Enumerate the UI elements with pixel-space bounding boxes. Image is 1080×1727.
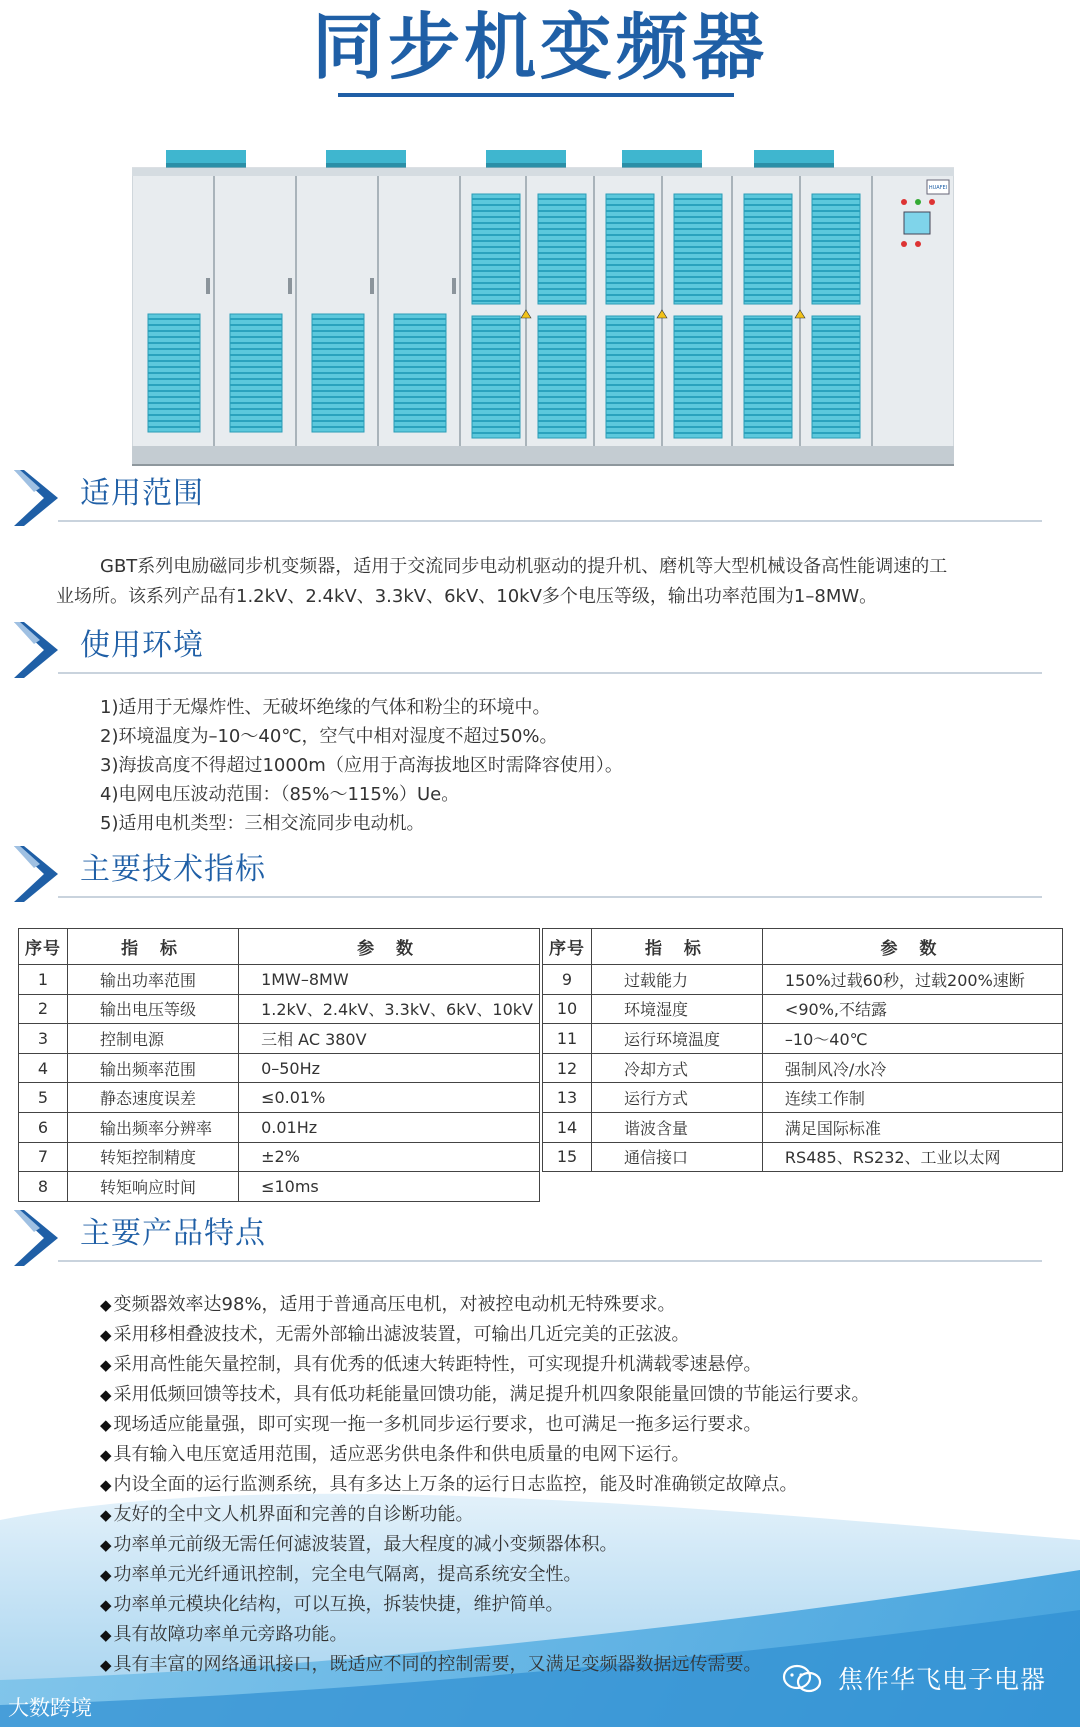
cell-item: 谐波含量 [592, 1112, 763, 1142]
wechat-icon [782, 1664, 822, 1694]
cell-item: 输出频率分辨率 [68, 1112, 239, 1142]
cell-item: 转矩控制精度 [68, 1142, 239, 1172]
list-item-text: 采用移相叠波技术，无需外部输出滤波装置，可输出几近完美的正弦波。 [113, 1324, 690, 1345]
list-item: 5)适用电机类型：三相交流同步电动机。 [100, 813, 425, 834]
cell-no: 2 [19, 994, 68, 1024]
section-environment [0, 622, 1080, 692]
cell-value: RS485、RS232、工业以太网 [762, 1142, 1062, 1172]
spec-table-left [18, 928, 540, 1202]
cell-item: 输出电压等级 [68, 994, 239, 1024]
cell-item: 运行环境温度 [592, 1024, 763, 1054]
scope-line-1: GBT系列电励磁同步机变频器，适用于交流同步电动机驱动的提升机、磨机等大型机械设备高性能调速的工 [100, 556, 948, 577]
cell-value: 满足国际标准 [762, 1112, 1062, 1142]
list-item-text: 内设全面的运行监测系统，具有多达上万条的运行日志监控，能及时准确锁定故障点。 [113, 1474, 798, 1495]
cell-no: 11 [543, 1024, 592, 1054]
list-item-text: 采用高性能矢量控制，具有优秀的低速大转距特性，可实现提升机满载零速悬停。 [113, 1354, 762, 1375]
cell-item: 环境湿度 [592, 994, 763, 1024]
list-item [100, 1590, 870, 1620]
table-row [19, 1053, 540, 1083]
cell-no: 6 [19, 1112, 68, 1142]
list-item [100, 1380, 870, 1410]
cell-no: 14 [543, 1112, 592, 1142]
diamond-bullet-icon: ◆ [100, 1506, 112, 1524]
section-divider [58, 520, 1042, 522]
table-row [19, 1172, 540, 1202]
cabinet-nameplate: HUAFEI [928, 185, 948, 191]
diamond-bullet-icon: ◆ [100, 1416, 112, 1434]
diamond-bullet-icon: ◆ [100, 1656, 112, 1674]
list-item [100, 1560, 870, 1590]
col-header-value: 参 数 [239, 929, 540, 965]
product-photo [132, 146, 954, 466]
list-item [100, 1290, 870, 1320]
table-row [19, 994, 540, 1024]
cell-no: 15 [543, 1142, 592, 1172]
cell-item: 输出功率范围 [68, 965, 239, 995]
list-item [100, 1650, 870, 1680]
cell-item: 冷却方式 [592, 1053, 763, 1083]
section-divider [58, 1260, 1042, 1262]
cell-no: 5 [19, 1083, 68, 1113]
cell-no: 1 [19, 965, 68, 995]
diamond-bullet-icon: ◆ [100, 1326, 112, 1344]
table-row [19, 1083, 540, 1113]
list-item-text: 功率单元模块化结构，可以互换，拆装快捷，维护简单。 [113, 1594, 564, 1615]
table-row [19, 1024, 540, 1054]
cell-item: 过载能力 [592, 965, 763, 995]
table-row [543, 1024, 1063, 1054]
list-item-text: 采用低频回馈等技术，具有低功耗能量回馈功能，满足提升机四象限能量回馈的节能运行要求。 [113, 1384, 870, 1405]
list-item [100, 1470, 870, 1500]
section-divider [58, 896, 1042, 898]
table-header-row [19, 929, 540, 965]
table-row [543, 965, 1063, 995]
section-title: 适用范围 [80, 476, 204, 511]
list-item: 1)适用于无爆炸性、无破坏绝缘的气体和粉尘的环境中。 [100, 697, 551, 718]
table-row [543, 1083, 1063, 1113]
list-item-text: 功率单元光纤通讯控制，完全电气隔离，提高系统安全性。 [113, 1564, 582, 1585]
cell-value: –10～40℃ [762, 1024, 1062, 1054]
list-item [100, 1410, 870, 1440]
diamond-bullet-icon: ◆ [100, 1386, 112, 1404]
list-item: 4)电网电压波动范围：（85%～115%）Ue。 [100, 784, 460, 805]
table-row [19, 1112, 540, 1142]
features-list [100, 1290, 870, 1680]
cell-item: 转矩响应时间 [68, 1172, 239, 1202]
cell-value: 1.2kV、2.4kV、3.3kV、6kV、10kV [239, 994, 540, 1024]
list-item-text: 功率单元前级无需任何滤波装置，最大程度的减小变频器体积。 [113, 1534, 618, 1555]
list-item-text: 现场适应能量强，即可实现一拖一多机同步运行要求，也可满足一拖多运行要求。 [113, 1414, 762, 1435]
section-title: 主要产品特点 [80, 1216, 266, 1251]
cell-item: 运行方式 [592, 1083, 763, 1113]
cell-value: <90%,不结露 [762, 994, 1062, 1024]
table-row [19, 1142, 540, 1172]
list-item [100, 1500, 870, 1530]
spec-table-right [542, 928, 1063, 1172]
cell-no: 3 [19, 1024, 68, 1054]
diamond-bullet-icon: ◆ [100, 1596, 112, 1614]
cell-item: 输出频率范围 [68, 1053, 239, 1083]
section-divider [58, 672, 1042, 674]
diamond-bullet-icon: ◆ [100, 1476, 112, 1494]
cell-value: 0–50Hz [239, 1053, 540, 1083]
cell-value: 三相 AC 380V [239, 1024, 540, 1054]
list-item-text: 具有输入电压宽适用范围，适应恶劣供电条件和供电质量的电网下运行。 [113, 1444, 690, 1465]
cell-value: ≤0.01% [239, 1083, 540, 1113]
table-row [19, 965, 540, 995]
cell-value: ≤10ms [239, 1172, 540, 1202]
cell-value: 强制风冷/水冷 [762, 1053, 1062, 1083]
cell-value: 连续工作制 [762, 1083, 1062, 1113]
col-header-value: 参 数 [762, 929, 1062, 965]
list-item [100, 1620, 870, 1650]
list-item: 3)海拔高度不得超过1000m（应用于高海拔地区时需降容使用）。 [100, 755, 623, 776]
table-row [543, 994, 1063, 1024]
chevron-right-icon [14, 470, 58, 526]
cell-no: 4 [19, 1053, 68, 1083]
cell-no: 13 [543, 1083, 592, 1113]
table-row [543, 1112, 1063, 1142]
cell-item: 控制电源 [68, 1024, 239, 1054]
table-row [543, 1053, 1063, 1083]
cell-no: 8 [19, 1172, 68, 1202]
list-item-text: 变频器效率达98%，适用于普通高压电机，对被控电动机无特殊要求。 [113, 1294, 676, 1315]
list-item [100, 1350, 870, 1380]
cell-value: 0.01Hz [239, 1112, 540, 1142]
section-title: 使用环境 [80, 628, 204, 663]
table-header-row [543, 929, 1063, 965]
list-item [100, 1440, 870, 1470]
title-underline [338, 93, 734, 97]
table-row [543, 1142, 1063, 1172]
scope-line-2: 业场所。该系列产品有1.2kV、2.4kV、3.3kV、6kV、10kV多个电压等级，输出功率范围为1–8MW。 [56, 586, 878, 607]
list-item-text: 具有丰富的网络通讯接口，既适应不同的控制需要，又满足变频器数据远传需要。 [113, 1654, 762, 1675]
cell-no: 12 [543, 1053, 592, 1083]
list-item [100, 1530, 870, 1560]
cell-item: 通信接口 [592, 1142, 763, 1172]
page-title: 同步机变频器 [311, 5, 768, 89]
diamond-bullet-icon: ◆ [100, 1296, 112, 1314]
cell-value: 1MW–8MW [239, 965, 540, 995]
list-item [100, 1320, 870, 1350]
cell-item: 静态速度误差 [68, 1083, 239, 1113]
chevron-right-icon [14, 846, 58, 902]
cell-value: ±2% [239, 1142, 540, 1172]
cell-no: 7 [19, 1142, 68, 1172]
section-specs [0, 846, 1080, 916]
brand-watermark: 大数跨境 [8, 1696, 92, 1720]
col-header-item: 指 标 [68, 929, 239, 965]
diamond-bullet-icon: ◆ [100, 1356, 112, 1374]
diamond-bullet-icon: ◆ [100, 1626, 112, 1644]
diamond-bullet-icon: ◆ [100, 1536, 112, 1554]
cell-no: 9 [543, 965, 592, 995]
cell-no: 10 [543, 994, 592, 1024]
section-title: 主要技术指标 [80, 852, 266, 887]
chevron-right-icon [14, 622, 58, 678]
cell-value: 150%过载60秒，过载200%速断 [762, 965, 1062, 995]
list-item-text: 友好的全中文人机界面和完善的自诊断功能。 [113, 1504, 474, 1525]
col-header-item: 指 标 [592, 929, 763, 965]
list-item: 2)环境温度为–10～40℃，空气中相对湿度不超过50%。 [100, 726, 558, 747]
list-item-text: 具有故障功率单元旁路功能。 [113, 1624, 348, 1645]
col-header-no: 序号 [19, 929, 68, 965]
diamond-bullet-icon: ◆ [100, 1566, 112, 1584]
section-features [0, 1210, 1080, 1280]
col-header-no: 序号 [543, 929, 592, 965]
section-scope [0, 470, 1080, 540]
environment-list [100, 693, 623, 838]
account-watermark: 焦作华飞电子电器 [837, 1665, 1046, 1694]
chevron-right-icon [14, 1210, 58, 1266]
diamond-bullet-icon: ◆ [100, 1446, 112, 1464]
